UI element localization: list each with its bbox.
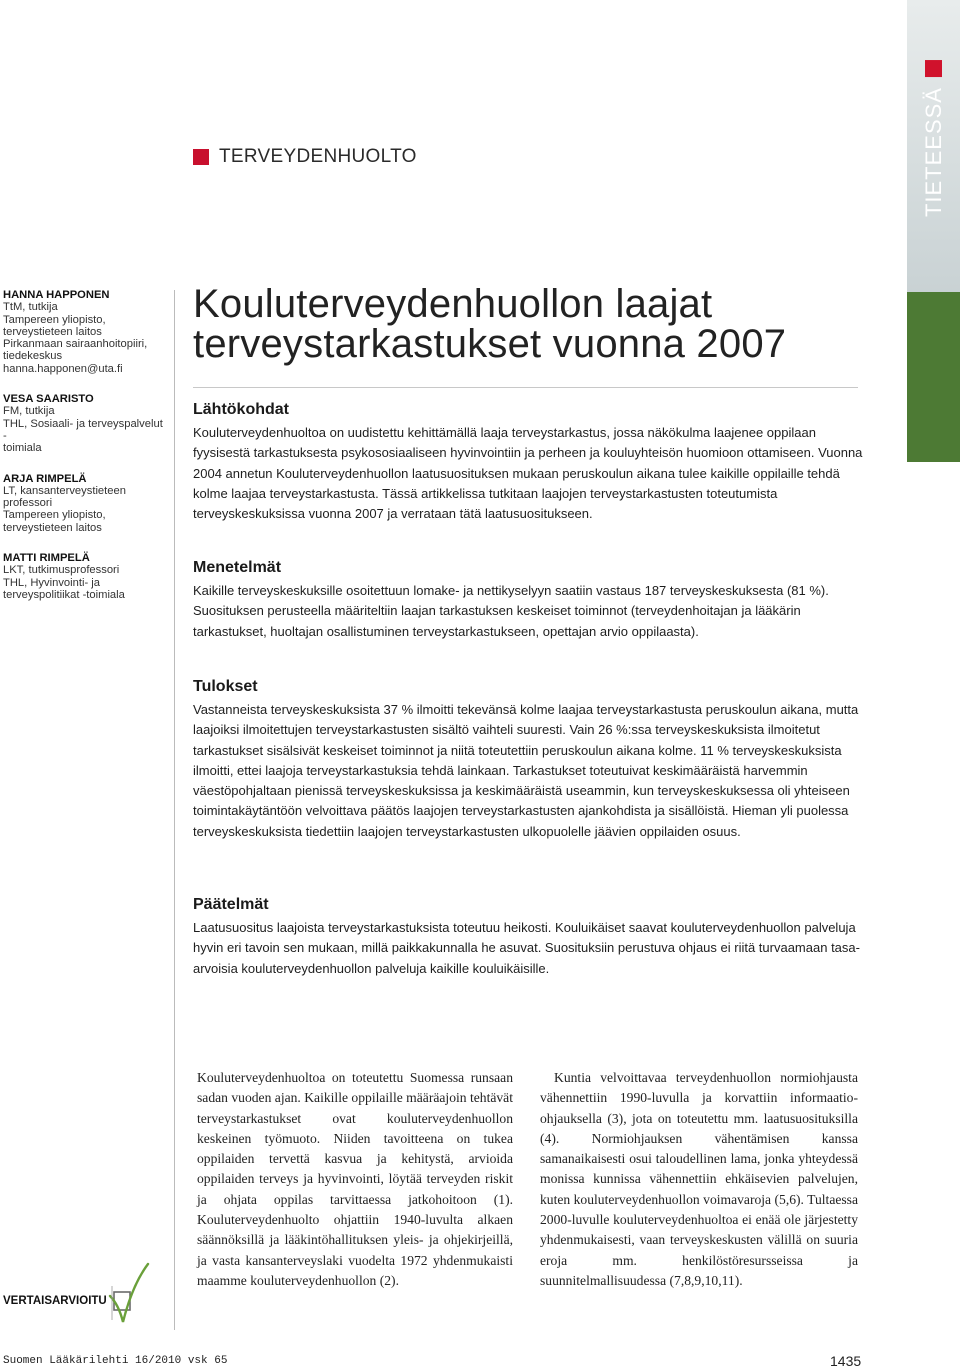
author-affiliation-line: toimiala xyxy=(3,442,42,455)
author-block xyxy=(3,393,163,454)
author-affiliation-line: terveystieteen laitos xyxy=(3,325,102,338)
author-affiliation-line: tiedekeskus xyxy=(3,350,63,363)
abstract-conclusions xyxy=(193,896,868,979)
author-affiliation-line: LT, kansanterveystieteen xyxy=(3,484,126,497)
peer-review-label: VERTAISARVIOITU xyxy=(3,1295,107,1307)
author-affiliation-line: THL, Sosiaali- ja terveyspalvelut - xyxy=(3,417,163,442)
author-affiliation-line: Tampereen yliopisto, xyxy=(3,313,106,326)
results-text: Vastanneista terveyskeskuksista 37 % ilmoitti tekevänsä kolme laajaa terveystarkastusta peruskoulun aikana, mutta laajoiksi ilmoitettujen terveystarkastusten sisältö vaihteli suuresti. Vain 26 %:ssa terveyskeskuksista ilmoitetut tarkastukset sisälsivät keskeiset toiminnot ja niitä toteutettiin peruskoulun aikana kolme. 11 % terveyskeskuksista ilmoitti, ettei laajoja terveystarkastuksia tehdä lainkaan. Tarkastukset toteutuivat keskimääräistä harvemmin väestöpohjaltaan pienissä terveyskeskuksissa ja keskimääräistä useammin, kun terveyskeskuksessa oli yhteiseen toimintakäytäntöön velvoittava päätös laajojen terveystarkastusten ajankohdista ja sisällöistä. Hieman yli puolessa terveyskeskuksista tiedettiin laajojen terveystarkastusten ulkopuolelle jäävien oppilaiden osuus. xyxy=(193,702,859,839)
author-affiliation-line: terveyspolitiikat -toimiala xyxy=(3,588,125,601)
author-block xyxy=(3,289,163,375)
author-affiliation-line: THL, Hyvinvointi- ja xyxy=(3,576,100,589)
title-line-2: terveystarkastukset vuonna 2007 xyxy=(193,322,787,366)
author-name: MATTI RIMPELÄ xyxy=(3,552,90,565)
background-heading: Lähtökohdat xyxy=(193,401,289,418)
author-list xyxy=(3,289,163,619)
author-block xyxy=(3,473,163,534)
author-affiliation-line: terveystieteen laitos xyxy=(3,521,102,534)
column-divider xyxy=(174,290,175,1330)
peer-review-check-icon xyxy=(106,1262,152,1330)
author-block xyxy=(3,552,163,601)
title-rule xyxy=(193,387,858,388)
red-square-icon xyxy=(193,149,209,165)
author-name: HANNA HAPPONEN xyxy=(3,289,110,301)
conclusions-text: Laatusuositus laajoista terveystarkastuksista toteutuu heikosti. Kouluikäiset saavat kouluterveydenhuollon palveluja hyvin eri tavoin sen mukaan, millä paikkakunnalla he asuvat. Suosituksiin perustuva ohjaus ei riitä turvaamaan tasa-arvoisia kouluterveydenhuollon palveluja kaikille kouluikäisille. xyxy=(193,920,860,976)
footer-journal: Suomen Lääkärilehti 16/2010 vsk 65 xyxy=(3,1355,228,1367)
author-affiliation-line: FM, tutkija xyxy=(3,405,55,418)
section-header xyxy=(193,146,417,168)
page-number: 1435 xyxy=(830,1353,862,1369)
background-text: Kouluterveydenhuoltoa on uudistettu kehittämällä laaja terveystarkastus, jossa näkökulma laajenee oppilaan fyysisestä tarkastuksesta psykososiaaliseen hyvinvointiin ja perheen ja kouluyhteisön huomioon ottamiseen. Vuonna 2004 annetun Kouluterveydenhuollon laatusuosituksen mukaan peruskoulun aikana tulee kaikille oppilaille tehdä kolme laajaa terveystarkastusta. Tässä artikkelissa tutkitaan laajojen terveystarkastusten toteutumista terveyskeskuksissa vuonna 2007 ja verrataan tätä laatusuositukseen. xyxy=(193,425,863,522)
methods-heading: Menetelmät xyxy=(193,559,282,576)
results-heading: Tulokset xyxy=(193,678,258,695)
author-affiliation-line: hanna.happonen@uta.fi xyxy=(3,362,123,375)
author-name: VESA SAARISTO xyxy=(3,393,94,406)
abstract-results xyxy=(193,678,868,842)
article-title xyxy=(193,284,883,364)
side-section-label xyxy=(907,60,960,350)
side-red-square-icon xyxy=(925,60,942,77)
body-column-1: Kouluterveydenhuoltoa on toteutettu Suomessa runsaan sadan vuoden ajan. Kaikille oppilaille määräajoin tehtävät terveystarkastukset ovat kouluterveydenhuollon keskeinen työmuoto. Niiden tavoitteena on tukea oppilaiden tervettä kasvua ja kehitystä, arvioida oppilaiden terveys ja hyvinvointi, löytää terveyden riskit ja ohjata oppilas tarvittaessa jatkohoitoon (1). Kouluterveydenhuolto ohjattiin 1940-luvulta alkaen säännöksillä ja lääkintöhallituksen yleis- ja ohjekirjeillä, ja vasta kansanterveyslaki vuodelta 1972 yhdenmukaisti maamme kouluterveydenhuollon (2). xyxy=(197,1070,513,1288)
body-column-2: Kuntia velvoittavaa terveydenhuollon normiohjausta vähennettiin 1990-luvulla ja korvattiin informaatio-ohjauksella (3), jota on toteutettu mm. laatusuosituksilla (4). Normiohjauksen vähentämisen kanssa samanaikaisesti osui taloudellinen lama, jonka yhteydessä monissa kunnissa vähennettiin ehkäisevien palvelujen, kuten kouluterveydenhuollon voimavaroja (5,6). Tultaessa 2000-luvulle kouluterveydenhuoltoa ei enää ole järjestetty yhdenmukaisesti, vaan terveyskeskusten välillä on suuria eroja mm. henkilöstöresursseissa ja suunnitelmallisuudessa (7,8,9,10,11). xyxy=(540,1070,858,1288)
conclusions-heading: Päätelmät xyxy=(193,896,269,913)
author-affiliation-line: professori xyxy=(3,497,53,510)
author-affiliation-line: Pirkanmaan sairaanhoitopiiri, xyxy=(3,338,148,351)
abstract-methods xyxy=(193,559,868,642)
author-affiliation-line: TtM, tutkija xyxy=(3,301,58,314)
author-name: ARJA RIMPELÄ xyxy=(3,472,87,485)
abstract-background xyxy=(193,401,868,524)
section-label: TERVEYDENHUOLTO xyxy=(219,146,417,167)
author-affiliation-line: LKT, tutkimusprofessori xyxy=(3,564,120,577)
author-affiliation-line: Tampereen yliopisto, xyxy=(3,509,106,522)
title-line-1: Kouluterveydenhuollon laajat xyxy=(193,282,713,326)
side-section-text: TIETEESSÄ xyxy=(920,87,946,218)
methods-text: Kaikille terveyskeskuksille osoitettuun lomake- ja nettikyselyyn saatiin vastaus 187 terveyskeskuksesta (81 %). Suosituksen perusteella määriteltiin laajan tarkastuksen keskeiset toiminnot (terveydenhoitajan ja lääkärin tarkastukset, huoltajan osallistuminen terveystarkastukseen, opettajan arvio oppilaasta). xyxy=(193,583,829,639)
